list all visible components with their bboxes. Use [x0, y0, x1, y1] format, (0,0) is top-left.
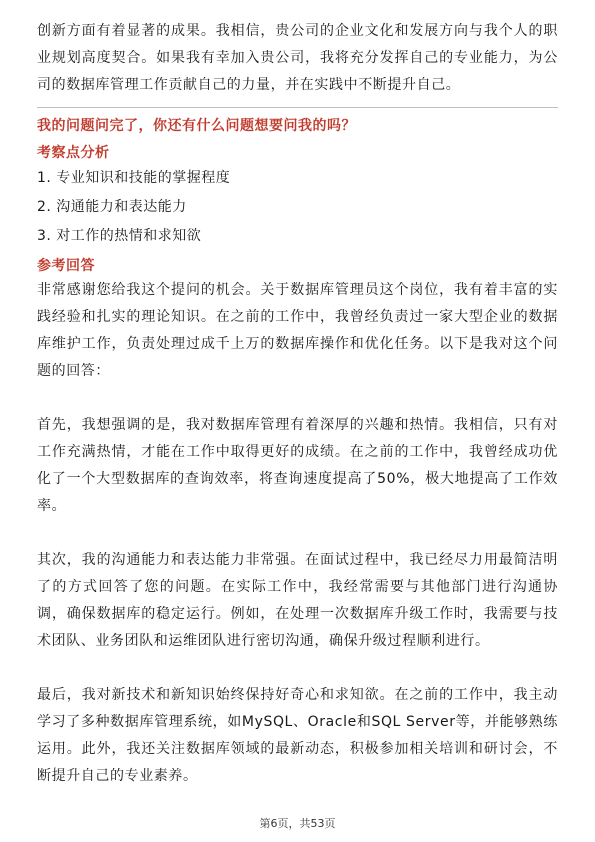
- analysis-item: 1. 专业知识和技能的掌握程度: [37, 170, 231, 186]
- answer-paragraph: 最后，我对新技术和新知识始终保持好奇心和求知欲。在之前的工作中，我主动学习了多种数据库管理系统，如MySQL、Oracle和SQL Server等，并能够熟练运用。此外，我还关注数据库领域的最新动态，积极参加相关培训和研讨会，不断提升自己的专业素养。: [37, 687, 558, 784]
- answer-paragraph: 非常感谢您给我这个提问的机会。关于数据库管理员这个岗位，我有着丰富的实践经验和扎实的理论知识。在之前的工作中，我曾经负责过一家大型企业的数据库维护工作，负责处理过成千上万的数据库操作和优化任务。以下是我对这个问题的回答：: [37, 282, 558, 379]
- reference-answer-title: 参考回答: [37, 258, 95, 274]
- page-number: 第6页，共53页: [259, 817, 336, 830]
- document-page: [37, 18, 558, 790]
- answer-paragraph: 其次，我的沟通能力和表达能力非常强。在面试过程中，我已经尽力用最简洁明了的方式回答了您的问题。在实际工作中，我经常需要与其他部门进行沟通协调，确保数据库的稳定运行。例如，在处理一次数据库升级工作时，我需要与技术团队、业务团队和运维团队进行密切沟通，确保升级过程顺利进行。: [37, 552, 558, 649]
- section-divider: [37, 107, 558, 108]
- interview-question: 我的问题问完了，你还有什么问题想要问我的吗？: [37, 118, 356, 134]
- paragraph-gap: [37, 385, 558, 412]
- intro-paragraph: 创新方面有着显著的成果。我相信，贵公司的企业文化和发展方向与我个人的职业规划高度契合。如果我有幸加入贵公司，我将充分发挥自己的专业能力，为公司的数据库管理工作贡献自己的力量，并在实践中不断提升自己。: [37, 23, 558, 93]
- analysis-item: 2. 沟通能力和表达能力: [37, 199, 187, 215]
- answer-paragraph: 首先，我想强调的是，我对数据库管理有着深厚的兴趣和热情。我相信，只有对工作充满热情，才能在工作中取得更好的成绩。在之前的工作中，我曾经成功优化了一个大型数据库的查询效率，将查询速度提高了50%，极大地提高了工作效率。: [37, 417, 558, 514]
- analysis-item: 3. 对工作的热情和求知欲: [37, 228, 202, 244]
- paragraph-gap: [37, 520, 558, 547]
- analysis-title: 考察点分析: [37, 145, 110, 161]
- paragraph-gap: [37, 655, 558, 682]
